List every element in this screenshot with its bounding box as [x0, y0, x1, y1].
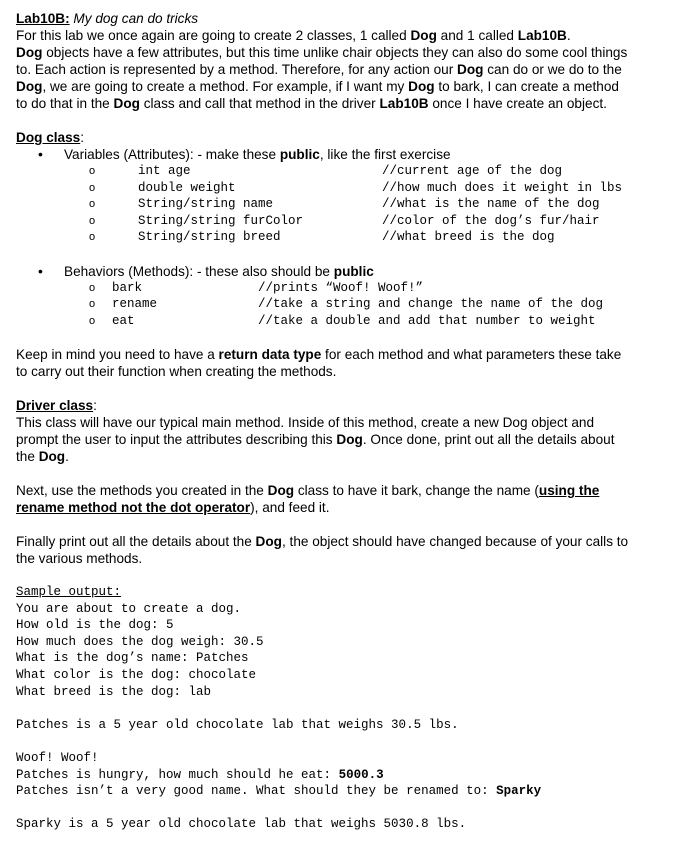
- output-line: What color is the dog: chocolate: [16, 667, 257, 682]
- sample-output-heading: Sample output:: [16, 585, 122, 599]
- output-line: What is the dog’s name: Patches: [16, 651, 249, 666]
- lab-title-prefix: Lab10B:: [16, 11, 70, 26]
- method-item: o bark //prints “Woof! Woof!”: [16, 280, 686, 297]
- variable-item: o double weight //how much does it weight in lbs: [16, 180, 686, 197]
- variable-item: o String/string furColor //color of the dog’s fur/hair: [16, 213, 686, 230]
- variables-list: [16, 163, 686, 246]
- output-summary-before: Patches is a 5 year old chocolate lab that weighs 30.5 lbs.: [16, 717, 459, 732]
- output-line: How old is the dog: 5: [16, 618, 174, 633]
- lab-title: [16, 10, 686, 27]
- intro-paragraph: For this lab we once again are going to create 2 classes, 1 called Dog and 1 called Lab10B. Dog objects have a few attributes, but this time unlike chair objects they can also do some cool things to. Each action is represented by a method. Therefore, for any action our Dog can do or we do to the Dog, we are going to create a method. For example, if I want my Dog to bark, I can create a method to do that in the Dog class and call that method in the driver Lab10B once I have create an object.: [16, 28, 628, 111]
- dog-class-list: [16, 146, 686, 163]
- keep-in-mind-paragraph: Keep in mind you need to have a return data type for each method and what parameters these take to carry out their function when creating the methods.: [16, 347, 622, 379]
- behaviors-bullet: • Behaviors (Methods): - these also should be public: [16, 263, 686, 280]
- output-eat-line: Patches is hungry, how much should he eat: 5000.3: [16, 767, 384, 782]
- variable-item: o String/string name //what is the name of the dog: [16, 196, 686, 213]
- variables-bullet: • Variables (Attributes): - make these public, like the first exercise: [16, 146, 686, 163]
- next-paragraph: Next, use the methods you created in the Dog class to have it bark, change the name (using the rename method not the dot operator), and feed it.: [16, 483, 600, 515]
- output-line: You are about to create a dog.: [16, 601, 242, 616]
- output-bark: Woof! Woof!: [16, 750, 99, 765]
- variable-item: o int age //current age of the dog: [16, 163, 686, 180]
- driver-paragraph: This class will have our typical main method. Inside of this method, create a new Dog object and prompt the user to input the attributes describing this Dog. Once done, print out all the details about the Dog.: [16, 415, 615, 464]
- lab-document: [16, 10, 686, 833]
- dog-class-heading: Dog class:: [16, 130, 84, 145]
- sample-output: [16, 584, 686, 833]
- variable-item: o String/string breed //what breed is the dog: [16, 229, 686, 246]
- finally-paragraph: Finally print out all the details about the Dog, the object should have changed because of your calls to the various methods.: [16, 534, 629, 566]
- method-item: o eat //take a double and add that number to weight: [16, 313, 686, 330]
- methods-list: [16, 280, 686, 330]
- driver-class-heading: Driver class:: [16, 398, 97, 413]
- output-line: What breed is the dog: lab: [16, 684, 212, 699]
- output-summary-after: Sparky is a 5 year old chocolate lab that weighs 5030.8 lbs.: [16, 817, 467, 832]
- method-item: o rename //take a string and change the name of the dog: [16, 296, 686, 313]
- lab-title-text: My dog can do tricks: [69, 11, 199, 26]
- output-rename-line: Patches isn’t a very good name. What should they be renamed to: Sparky: [16, 784, 542, 799]
- behaviors-list-bullet: [16, 263, 686, 280]
- output-line: How much does the dog weigh: 30.5: [16, 634, 264, 649]
